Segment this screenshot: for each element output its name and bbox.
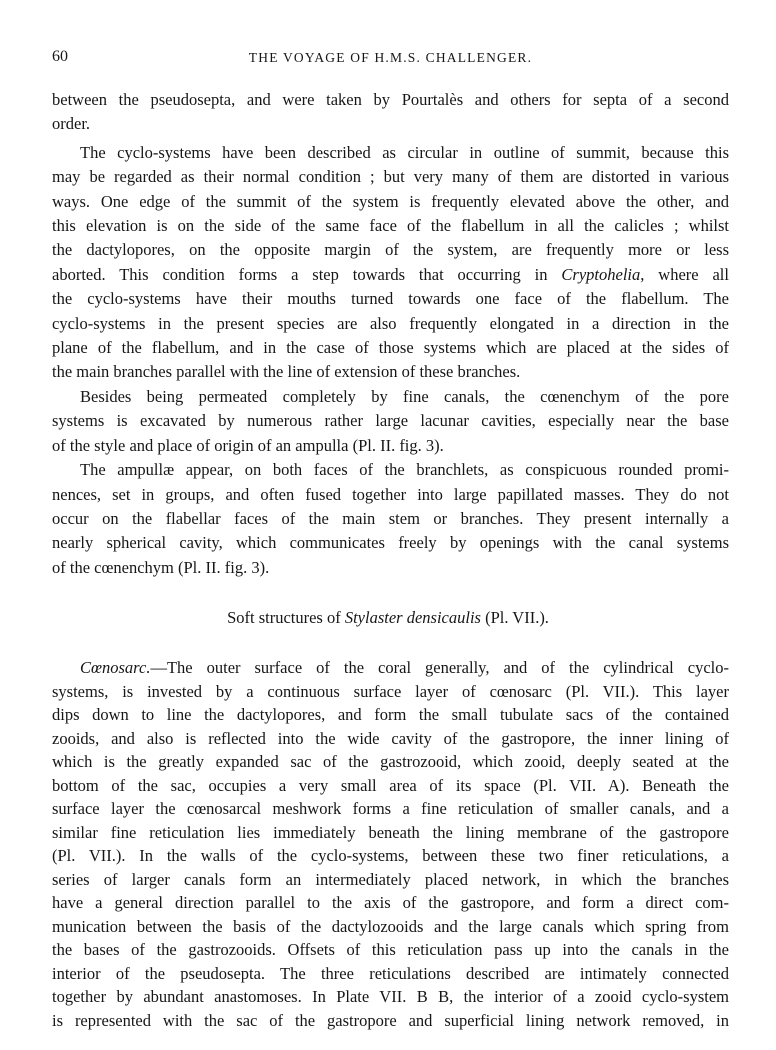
text-run: together by abundant anastomoses. In Plate VII. B B, the interior of a zooid cyclo-system [52,987,729,1006]
text-line [52,915,729,939]
text-line [52,287,729,311]
text-line [52,434,729,458]
text-line [52,821,729,845]
text-line [52,680,729,704]
page-number: 60 [52,48,68,65]
text-run: surface layer the cœnosarcal meshwork forms a fine reticulation of smaller canals, and a [52,799,729,818]
text-line [52,774,729,798]
text-run: the main branches parallel with the line of extension of these branches. [52,362,521,382]
text-line [52,141,729,165]
text-run: is represented with the sac of the gastropore and superficial lining network removed, in [52,1010,729,1030]
text-line [52,88,729,112]
italic-text: Cryptohelia [561,264,641,284]
section-body-2 [52,656,729,1032]
text-run: —The outer surface of the coral generally, and of the cylindrical cyclo- [150,658,729,677]
paragraph [52,88,729,137]
text-line [52,750,729,774]
text-run: order. [52,114,91,134]
text-run: which is the greatly expanded sac of the gastrozooid, which zooid, deeply seated at the [52,752,729,771]
text-run: the dactylopores, on the opposite margin of the system, are frequently more or less [52,240,729,260]
text-run: occur on the flabellar faces of the main stem or branches. They present internally a [52,508,729,528]
running-title: THE VOYAGE OF H.M.S. CHALLENGER. [248,50,533,65]
italic-text: Stylaster densicaulis [344,608,481,627]
text-run: (Pl. VII.). [480,608,549,627]
text-run: series of larger canals form an intermediately placed network, in which the branches [52,869,729,889]
text-line [52,360,729,384]
text-line [52,190,729,214]
text-line [52,1009,729,1033]
text-run: this elevation is on the side of the same face of the flabellum in all the calicles ; whilst [52,216,729,236]
paragraph [52,458,729,580]
text-run: munication between the basis of the dactylozooids and the large canals which spring from [52,916,729,936]
text-line [52,985,729,1009]
text-run: nences, set in groups, and often fused together into large papillated masses. They do not [52,484,729,504]
text-run: of the style and place of origin of an ampulla (Pl. II. fig. 3). [52,435,444,455]
text-line [52,891,729,915]
text-run: dips down to line the dactylopores, and form the small tubulate sacs of the contained [52,705,729,724]
text-line [52,556,729,580]
italic-text: Cœnosarc. [80,658,151,677]
text-line [52,409,729,433]
text-line [52,844,729,868]
text-line [52,507,729,531]
text-line [52,531,729,555]
text-line [52,656,729,680]
text-run: The cyclo-systems have been described as circular in outline of summit, because this [80,142,729,162]
text-run: , where all [640,264,729,284]
text-run: Soft structures of [227,608,345,627]
text-line [52,938,729,962]
text-run: cyclo-systems in the present species are also frequently elongated in a direction in the [52,313,729,333]
text-run: the cyclo-systems have their mouths turned towards one face of the flabellum. The [52,289,729,309]
text-line [52,165,729,189]
text-line [52,703,729,727]
text-line [52,238,729,262]
paragraph [52,141,729,385]
text-run: interior of the pseudosepta. The three reticulations described are intimately connected [52,963,729,983]
text-line [52,458,729,482]
text-run: systems, is invested by a continuous surface layer of cœnosarc (Pl. VII.). This layer [52,681,729,701]
text-line [52,483,729,507]
text-run: plane of the flabellum, and in the case of those systems which are placed at the sides of [52,338,729,358]
text-run: similar fine reticulation lies immediately beneath the lining membrane of the gastropore [52,822,729,842]
text-run: zooids, and also is reflected into the wide cavity of the gastropore, the inner lining of [52,728,729,748]
text-run: aborted. This condition forms a step towards that occurring in [52,264,562,284]
text-line [52,962,729,986]
text-line [52,214,729,238]
page-header [52,48,729,68]
text-run: The ampullæ appear, on both faces of the branchlets, as conspicuous rounded promi- [80,460,729,480]
text-line [52,868,729,892]
text-line [52,797,729,821]
paragraph [52,385,729,458]
paragraph [52,656,729,1032]
text-line [52,312,729,336]
text-run: systems is excavated by numerous rather large lacunar cavities, especially near the base [52,411,729,431]
text-run: Besides being permeated completely by fine canals, the cœnenchym of the pore [80,386,729,406]
text-run: ways. One edge of the summit of the system is frequently elevated above the other, and [52,191,729,211]
text-run: may be regarded as their normal condition ; but very many of them are distorted in various [52,167,729,187]
text-run: the bases of the gastrozooids. Offsets of this reticulation pass up into the canals in the [52,940,729,959]
text-run: nearly spherical cavity, which communicates freely by openings with the canal systems [52,533,729,553]
text-line [52,112,729,136]
text-run: between the pseudosepta, and were taken by Pourtalès and others for septa of a second [52,90,729,109]
text-line [52,336,729,360]
text-run: of the cœnenchym (Pl. II. fig. 3). [52,557,270,577]
text-run: have a general direction parallel to the axis of the gastropore, and form a direct com- [52,893,729,912]
section-body-1 [52,88,729,580]
section-heading [0,608,776,628]
text-run: (Pl. VII.). In the walls of the cyclo-systems, between these two finer reticulations, a [52,846,729,865]
text-line [52,263,729,287]
text-line [52,385,729,409]
text-run: bottom of the sac, occupies a very small area of its space (Pl. VII. A). Beneath the [52,775,729,795]
text-line [52,727,729,751]
